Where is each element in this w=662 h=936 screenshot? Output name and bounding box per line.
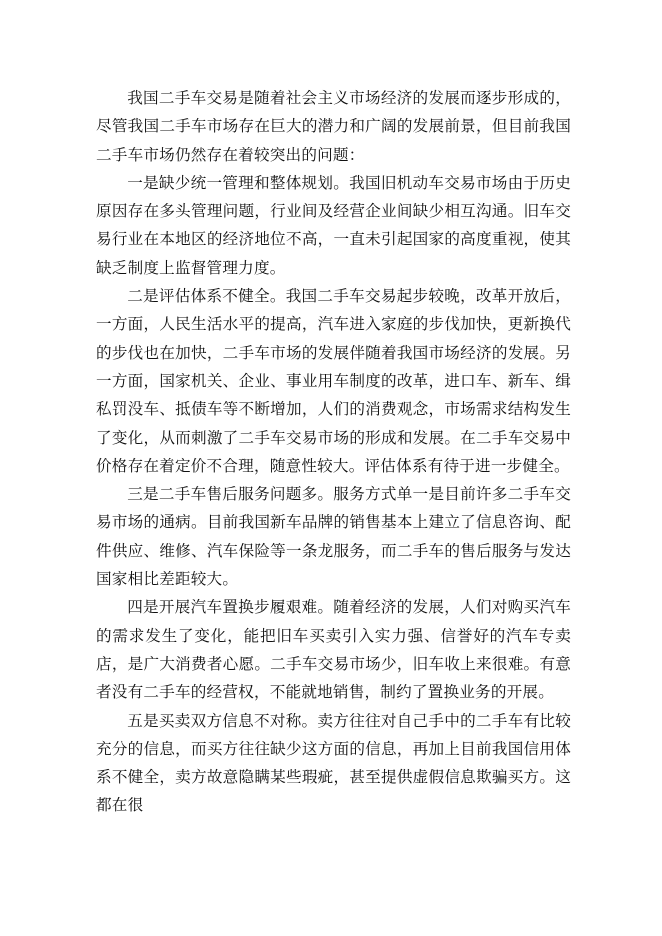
document-page (96, 84, 571, 820)
paragraph-management-planning: 一是缺少统一管理和整体规划。我国旧机动车交易市场由于历史原因存在多头管理问题，行业间及经营企业间缺少相互沟通。旧车交易行业在本地区的经济地位不高，一直未引起国家的高度重视，使其缺乏制度上监督管理力度。 (96, 173, 571, 277)
intro-paragraph: 我国二手车交易是随着社会主义市场经济的发展而逐步形成的，尽管我国二手车市场存在巨大的潜力和广阔的发展前景，但目前我国二手车市场仍然存在着较突出的问题： (96, 89, 571, 164)
paragraph-evaluation-system: 二是评估体系不健全。我国二手车交易起步较晚，改革开放后，一方面，人民生活水平的提高，汽车进入家庭的步伐加快，更新换代的步伐也在加快，二手车市场的发展伴随着我国市场经济的发展。另一方面，国家机关、企业、事业用车制度的改革，进口车、新车、缉私罚没车、抵债车等不断增加，人们的消费观念，市场需求结构发生了变化，从而刺激了二手车交易市场的形成和发展。在二手车交易中价格存在着定价不合理，随意性较大。评估体系有待于进一步健全。 (96, 287, 571, 475)
paragraph-after-sales-service: 三是二手车售后服务问题多。服务方式单一是目前许多二手车交易市场的通病。目前我国新车品牌的销售基本上建立了信息咨询、配件供应、维修、汽车保险等一条龙服务，而二手车的售后服务与发达国家相比差距较大。 (96, 485, 571, 589)
paragraph-vehicle-replacement: 四是开展汽车置换步履艰难。随着经济的发展，人们对购买汽车的需求发生了变化，能把旧车买卖引入实力强、信誉好的汽车专卖店，是广大消费者心愿。二手车交易市场少，旧车收上来很难。有意者没有二手车的经营权，不能就地销售，制约了置换业务的开展。 (96, 598, 571, 702)
paragraph-information-asymmetry: 五是买卖双方信息不对称。卖方往往对自己手中的二手车有比较充分的信息，而买方往往缺少这方面的信息，再加上目前我国信用体系不健全，卖方故意隐瞒某些瑕疵，甚至提供虚假信息欺骗买方。这都在很 (96, 711, 571, 815)
